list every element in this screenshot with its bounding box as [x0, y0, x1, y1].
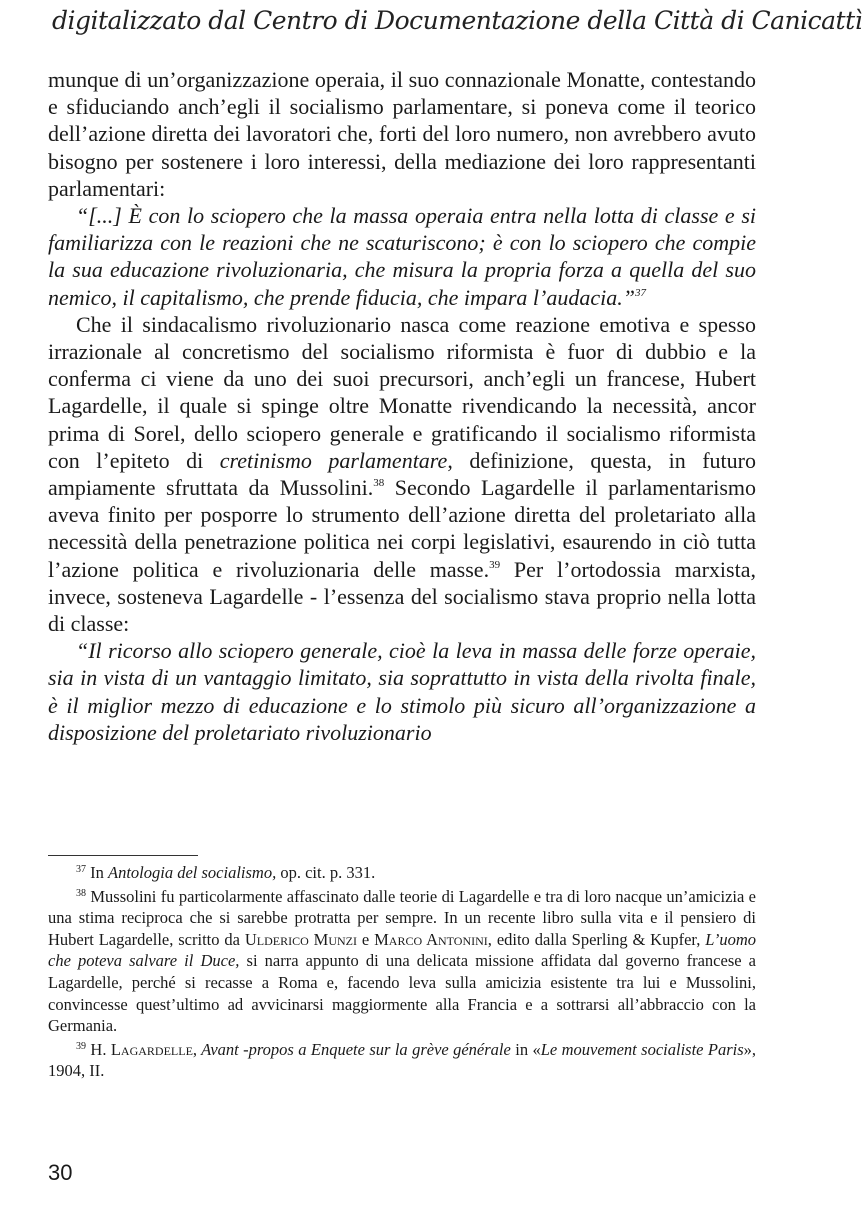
quote-1-text: “[...] È con lo sciopero che la massa operaia entra nella lotta di classe e si familiarizza con le reazioni che ne scaturiscono; è con lo sciopero che compie la sua educazione rivoluzionaria, che misura la propria forza a quella del suo nemico, il capitalismo, che prende fiducia, che impara l’audacia.”: [48, 203, 756, 310]
quote-2-text: “Il ricorso allo sciopero generale, cioè la leva in massa delle forze operaie, sia in vista di un vantaggio limitato, sia soprattutto in vista della rivolta finale, è il miglior mezzo di educazione e lo stimolo più sicuro all’organizzazione a disposizione del proletariato rivoluzionario: [48, 638, 756, 745]
footnote-39-text-c: », 1904, II.: [48, 1039, 757, 1081]
paragraph-1-text: munque di un’organizzazione operaia, il suo connazionale Monatte, contestando e sfiduciando anch’egli il socialismo parlamentare, si poneva come il teorico dell’azione diretta dei lavoratori che, forti del loro numero, non avrebbero avuto bisogno per sostenere i loro interessi, della mediazione dei loro rappresentanti parlamentari:: [48, 67, 756, 201]
footnote-37-text-a: In: [90, 863, 108, 882]
page-number: 30: [48, 1160, 73, 1185]
footnote-38-author-2: Marco Antonini: [374, 929, 488, 949]
watermark: digitalizzato dal Centro di Documentazione della Città di Canicattì: [52, 6, 862, 35]
paragraph-2-text-c: Secondo Lagardelle il parlamentarismo aveva finito per posporre lo strumento dell’azione diretta del proletariato alla necessità della penetrazione politica nei corpi legislativi, esaurendo in ciò tutta l’azione politica e rivoluzionaria delle masse.: [48, 475, 757, 582]
paragraph-2-text-d: Per l’ortodossia marxista, invece, sosteneva Lagardelle - l’essenza del socialismo stava proprio nella lotta di classe:: [48, 556, 756, 637]
paragraph-2-emphasis: cretinismo parlamentare: [219, 447, 448, 473]
footnote-38-author-1: Ulderico Munzi: [244, 929, 357, 949]
paragraph-2-text-b: , definizione, questa, in futuro ampiamente sfruttata da Mussolini.: [48, 447, 756, 501]
quote-1: [48, 202, 756, 311]
footnote-38-text-d: si narra appunto di una delicata missione affidata dal governo francese a Lagardelle, perché si recasse a Roma e, facendo leva sulla amicizia esistente tra lui e Mussolini, convincesse quest’ultimo ad avvicinarsi maggiormente alla Francia e a sottrarsi all’abbraccio con la Germania.: [48, 951, 756, 1036]
footnote-38-number: 38: [76, 887, 86, 899]
footnote-38: [48, 886, 756, 1037]
footnote-37-number: 37: [76, 864, 86, 875]
body-text: [48, 66, 756, 746]
footnote-38-text-a: Mussolini fu particolarmente affascinato dalle teorie di Lagardelle e tra di loro nacque un’amicizia e una stima reciproca che si sarebbe protratta per sempre. In un recente libro sulla vita e il pensiero di Hubert Lagardelle, scritto da: [48, 886, 756, 949]
footnote-39: [48, 1039, 756, 1082]
footnotes: [48, 862, 756, 1084]
footnote-39-journal: Le mouvement socialiste Paris: [540, 1039, 744, 1059]
footnote-37-text-b: op. cit. p. 331.: [276, 863, 376, 882]
footnote-ref-37[interactable]: 37: [634, 286, 646, 299]
footnote-38-title: L’uomo che poteva salvare il Duce,: [48, 929, 756, 971]
paragraph-2-text-a: Che il sindacalismo rivoluzionario nasca come reazione emotiva e spesso irrazionale al concretismo del socialismo riformista è fuor di dubbio e la conferma ci viene da uno dei suoi precursori, anch’egli un francese, Hubert Lagardelle, il quale si spinge oltre Monatte rivendicando la necessità, ancor prima di Sorel, dello sciopero generale e gratificando il socialismo riformista con l’epiteto di: [48, 311, 756, 473]
footnote-37: [48, 862, 756, 884]
footnote-39-author: H. Lagardelle,: [90, 1039, 198, 1059]
footnote-ref-38[interactable]: 38: [373, 477, 385, 490]
footnote-38-text-c: , edito dalla Sperling & Kupfer,: [487, 929, 706, 949]
footnote-39-text-b: in «: [510, 1039, 541, 1059]
quote-2: [48, 637, 756, 746]
footnote-39-number: 39: [76, 1040, 86, 1052]
footnote-39-title: Avant -propos a Enquete sur la grève générale: [197, 1039, 511, 1059]
paragraph-1: [48, 66, 756, 202]
footnote-37-title: Antologia del socialismo,: [108, 863, 277, 882]
footnote-divider: [48, 855, 198, 856]
footnote-ref-39[interactable]: 39: [489, 558, 501, 571]
footnote-38-text-b: e: [357, 929, 375, 949]
paragraph-2: [48, 311, 756, 637]
